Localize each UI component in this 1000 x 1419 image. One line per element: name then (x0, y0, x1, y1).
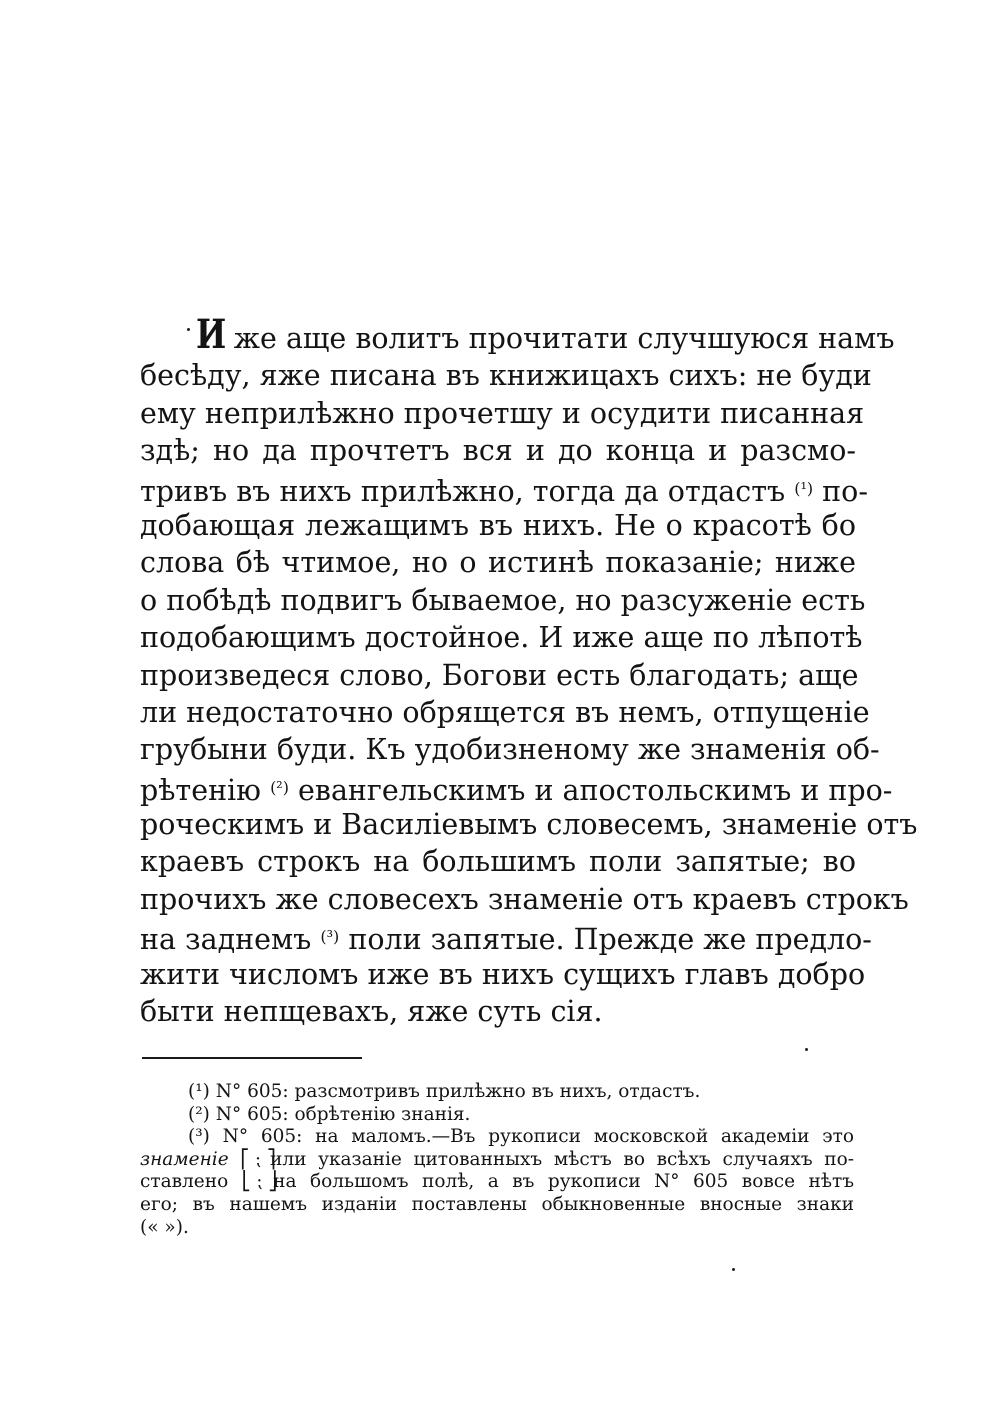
footnote-1-mark: (¹) (188, 1081, 210, 1102)
footnote-ref-2[interactable]: (²) (270, 777, 289, 797)
footnote-2-mark: (²) (188, 1103, 210, 1125)
text-line-14: роческимъ и Василiевымъ словесемъ, знаменiе отъ (140, 808, 918, 842)
text-line-10: произведеся слово, Богови есть благодать; аще (140, 658, 859, 692)
text-line-19: быти непщевахъ, яже суть сiя. (140, 995, 603, 1029)
text-line-17: на заднемъ $^{(^3)}$ поли запятые. Прежде же предло- (140, 923, 872, 957)
footnote-2: (²) N° 605: обрѣтенiю знанiя. (188, 1103, 471, 1125)
footnote-separator (142, 1057, 362, 1059)
main-text (140, 311, 918, 1030)
page-speck (732, 1268, 735, 1271)
text-line-3: ему неприлѣжно прочетшу и осудити писанная (140, 396, 865, 430)
text-line-8: о побѣдѣ подвигъ бываемое, но разсуженiе есть (140, 583, 866, 617)
footnote-3-mark: (³) (188, 1126, 210, 1148)
text-line-12: грубыни буди. Къ удобизненому же знаменiя об- (140, 733, 880, 767)
footnote-3-line-5: (« »). (140, 1216, 189, 1238)
footnote-3-line-2: знаменiе ⎡ ⁏ ⎤ или указанiе цитованныхъ мѣстъ во всѣхъ случаяхъ по- (140, 1148, 854, 1170)
text-line-5: тривъ въ нихъ прилѣжно, тогда да отдастъ $^{(^1)}$ по- (140, 474, 868, 508)
text-line-6: добающая лежащимъ въ нихъ. Не о красотѣ бо (140, 508, 856, 542)
text-line-9: подобающимъ достойное. И иже аще по лѣпотѣ (140, 621, 863, 655)
footnote-3-line-4: его; въ нашемъ изданiи поставлены обыкновенные вносные знаки (140, 1193, 854, 1215)
bracket-sign-bottom: ⎣ ⁏ ⎦ (241, 1171, 278, 1193)
text-line-18: жити числомъ иже въ нихъ сущихъ главъ добро (140, 957, 866, 991)
text-line-11: ли недостаточно обрящется въ немъ, отпущенiе (140, 695, 870, 729)
text-line-4: здѣ; но да прочтетъ вся и до конца и разсмо- (140, 434, 856, 468)
drop-cap: И (196, 311, 225, 358)
text-line-7: слова бѣ чтимое, но о истинѣ показанiе; ниже (140, 546, 856, 580)
page-speck (805, 1048, 808, 1051)
footnote-3-line-3: ставлено ⎣ ⁏ ⎦ на большомъ полѣ, а въ рукописи N° 605 вовсе нѣтъ (140, 1171, 854, 1193)
text-line-2: бесѣду, яже писана въ книжицахъ сихъ: не буди (140, 359, 872, 393)
text-line-13: рѣтенiю $^{(^2)}$ евангельскимъ и апостольскимъ и про- (140, 773, 893, 807)
text-line-1: И же аще волитъ прочитати случшуюся намъ (196, 311, 895, 358)
text-line-16: прочихъ же словесехъ знаменiе отъ краевъ строкъ (140, 882, 909, 916)
page-speck (187, 328, 190, 331)
footnote-ref-3[interactable]: (³) (320, 927, 340, 947)
bracket-sign-top: ⎡ ⁏ ⎤ (240, 1148, 276, 1170)
footnote-1: (¹) N° 605: разсмотривъ прилѣжно въ нихъ, отдастъ. (188, 1081, 701, 1102)
text-line-15: краевъ строкъ на большимъ поли запятые; во (140, 845, 856, 879)
footnotes (140, 1081, 854, 1239)
footnote-3-line-1: (³) N° 605: на маломъ.—Въ рукописи московской академiи это (188, 1126, 854, 1148)
footnote-ref-1[interactable]: (¹) (794, 478, 814, 498)
